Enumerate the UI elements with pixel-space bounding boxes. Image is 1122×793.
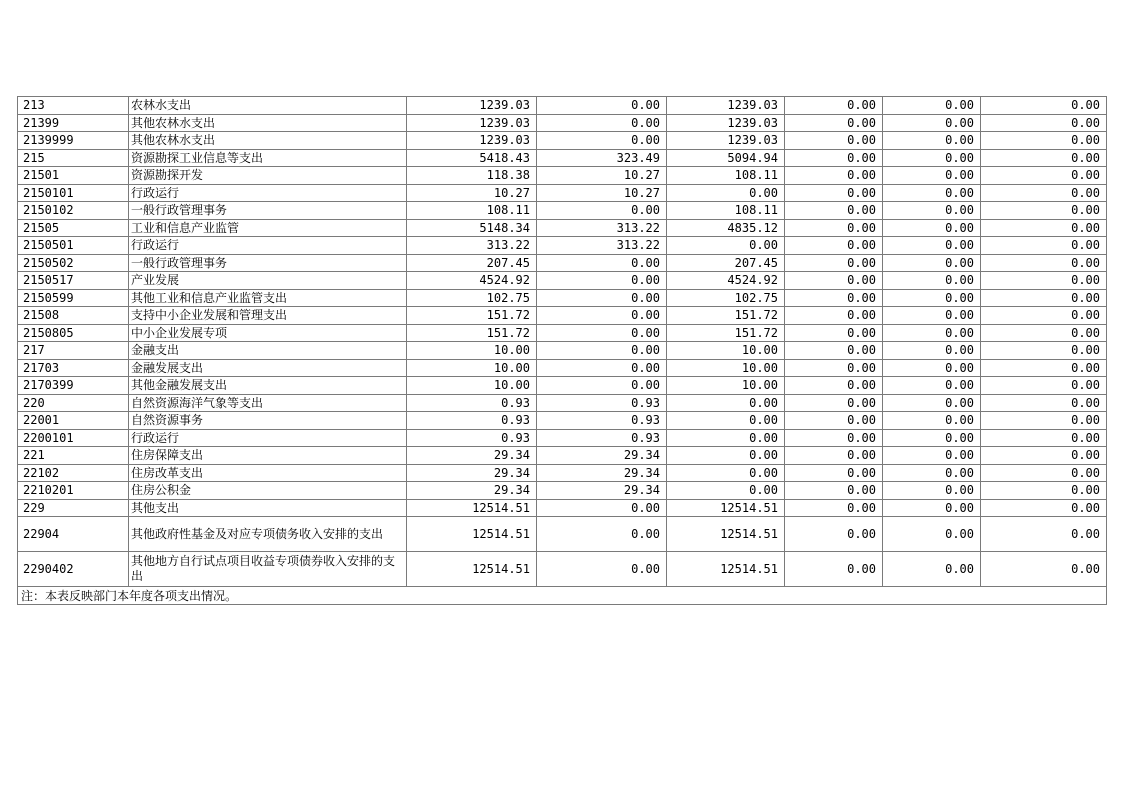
cell-amount-5: 0.00 bbox=[883, 149, 981, 167]
cell-function-name: 其他政府性基金及对应专项债务收入安排的支出 bbox=[129, 517, 407, 552]
cell-function-name: 一般行政管理事务 bbox=[129, 254, 407, 272]
cell-function-name: 行政运行 bbox=[129, 184, 407, 202]
table-note: 注：本表反映部门本年度各项支出情况。 bbox=[18, 587, 1107, 605]
cell-amount-1: 1239.03 bbox=[407, 132, 537, 150]
cell-amount-5: 0.00 bbox=[883, 97, 981, 115]
cell-amount-3: 0.00 bbox=[667, 184, 785, 202]
cell-function-name: 住房保障支出 bbox=[129, 447, 407, 465]
note-row bbox=[18, 587, 1107, 605]
cell-amount-3: 5094.94 bbox=[667, 149, 785, 167]
cell-amount-1: 29.34 bbox=[407, 482, 537, 500]
cell-amount-3: 0.00 bbox=[667, 482, 785, 500]
cell-amount-2: 0.00 bbox=[537, 342, 667, 360]
cell-amount-4: 0.00 bbox=[785, 324, 883, 342]
cell-amount-6: 0.00 bbox=[981, 289, 1107, 307]
cell-amount-3: 0.00 bbox=[667, 447, 785, 465]
cell-amount-5: 0.00 bbox=[883, 167, 981, 185]
cell-amount-5: 0.00 bbox=[883, 289, 981, 307]
cell-amount-4: 0.00 bbox=[785, 464, 883, 482]
cell-amount-4: 0.00 bbox=[785, 167, 883, 185]
cell-amount-3: 108.11 bbox=[667, 167, 785, 185]
cell-amount-1: 10.27 bbox=[407, 184, 537, 202]
cell-function-code: 217 bbox=[18, 342, 129, 360]
cell-amount-5: 0.00 bbox=[883, 272, 981, 290]
cell-amount-1: 0.93 bbox=[407, 394, 537, 412]
cell-amount-6: 0.00 bbox=[981, 412, 1107, 430]
cell-amount-1: 118.38 bbox=[407, 167, 537, 185]
cell-amount-2: 0.00 bbox=[537, 132, 667, 150]
cell-amount-4: 0.00 bbox=[785, 237, 883, 255]
cell-function-code: 22904 bbox=[18, 517, 129, 552]
cell-amount-6: 0.00 bbox=[981, 429, 1107, 447]
cell-amount-5: 0.00 bbox=[883, 184, 981, 202]
cell-amount-1: 10.00 bbox=[407, 359, 537, 377]
cell-amount-2: 0.00 bbox=[537, 552, 667, 587]
table-row bbox=[18, 184, 1107, 202]
cell-function-name: 其他农林水支出 bbox=[129, 114, 407, 132]
cell-amount-2: 0.00 bbox=[537, 307, 667, 325]
cell-amount-1: 4524.92 bbox=[407, 272, 537, 290]
cell-amount-3: 108.11 bbox=[667, 202, 785, 220]
cell-amount-6: 0.00 bbox=[981, 359, 1107, 377]
table-row bbox=[18, 499, 1107, 517]
cell-function-name: 行政运行 bbox=[129, 237, 407, 255]
cell-function-code: 21501 bbox=[18, 167, 129, 185]
cell-amount-2: 29.34 bbox=[537, 482, 667, 500]
expenditure-table bbox=[17, 96, 1107, 605]
cell-amount-4: 0.00 bbox=[785, 394, 883, 412]
cell-amount-2: 0.00 bbox=[537, 289, 667, 307]
cell-amount-3: 0.00 bbox=[667, 429, 785, 447]
cell-amount-3: 0.00 bbox=[667, 464, 785, 482]
cell-amount-6: 0.00 bbox=[981, 219, 1107, 237]
cell-function-code: 2150102 bbox=[18, 202, 129, 220]
table-row bbox=[18, 114, 1107, 132]
cell-function-code: 2200101 bbox=[18, 429, 129, 447]
cell-amount-2: 0.00 bbox=[537, 499, 667, 517]
cell-amount-4: 0.00 bbox=[785, 377, 883, 395]
cell-amount-2: 0.93 bbox=[537, 412, 667, 430]
cell-amount-4: 0.00 bbox=[785, 114, 883, 132]
cell-amount-2: 29.34 bbox=[537, 447, 667, 465]
cell-function-name: 农林水支出 bbox=[129, 97, 407, 115]
cell-function-code: 2170399 bbox=[18, 377, 129, 395]
cell-amount-3: 10.00 bbox=[667, 359, 785, 377]
cell-amount-1: 12514.51 bbox=[407, 552, 537, 587]
cell-amount-4: 0.00 bbox=[785, 219, 883, 237]
cell-amount-6: 0.00 bbox=[981, 114, 1107, 132]
cell-function-code: 215 bbox=[18, 149, 129, 167]
cell-amount-3: 207.45 bbox=[667, 254, 785, 272]
cell-function-name: 金融支出 bbox=[129, 342, 407, 360]
cell-amount-3: 12514.51 bbox=[667, 517, 785, 552]
cell-amount-1: 0.93 bbox=[407, 412, 537, 430]
cell-amount-5: 0.00 bbox=[883, 132, 981, 150]
cell-amount-3: 151.72 bbox=[667, 307, 785, 325]
cell-amount-3: 12514.51 bbox=[667, 552, 785, 587]
cell-amount-5: 0.00 bbox=[883, 482, 981, 500]
table-row bbox=[18, 324, 1107, 342]
cell-amount-5: 0.00 bbox=[883, 394, 981, 412]
cell-amount-1: 5418.43 bbox=[407, 149, 537, 167]
cell-function-name: 产业发展 bbox=[129, 272, 407, 290]
cell-amount-4: 0.00 bbox=[785, 342, 883, 360]
table-row bbox=[18, 272, 1107, 290]
cell-amount-3: 102.75 bbox=[667, 289, 785, 307]
cell-amount-6: 0.00 bbox=[981, 482, 1107, 500]
cell-amount-6: 0.00 bbox=[981, 202, 1107, 220]
cell-function-code: 2139999 bbox=[18, 132, 129, 150]
cell-amount-6: 0.00 bbox=[981, 517, 1107, 552]
cell-function-name: 住房改革支出 bbox=[129, 464, 407, 482]
cell-amount-4: 0.00 bbox=[785, 272, 883, 290]
cell-amount-1: 1239.03 bbox=[407, 114, 537, 132]
table-row bbox=[18, 359, 1107, 377]
cell-amount-1: 151.72 bbox=[407, 307, 537, 325]
cell-amount-6: 0.00 bbox=[981, 254, 1107, 272]
cell-amount-6: 0.00 bbox=[981, 377, 1107, 395]
cell-function-name: 中小企业发展专项 bbox=[129, 324, 407, 342]
table-row bbox=[18, 307, 1107, 325]
cell-function-code: 2150517 bbox=[18, 272, 129, 290]
cell-amount-1: 12514.51 bbox=[407, 517, 537, 552]
cell-function-code: 22001 bbox=[18, 412, 129, 430]
cell-amount-4: 0.00 bbox=[785, 552, 883, 587]
table-body bbox=[18, 97, 1107, 605]
cell-amount-3: 4524.92 bbox=[667, 272, 785, 290]
cell-function-name: 资源勘探工业信息等支出 bbox=[129, 149, 407, 167]
cell-amount-1: 29.34 bbox=[407, 464, 537, 482]
table-row bbox=[18, 412, 1107, 430]
table-row bbox=[18, 482, 1107, 500]
cell-amount-1: 207.45 bbox=[407, 254, 537, 272]
cell-amount-6: 0.00 bbox=[981, 237, 1107, 255]
cell-amount-4: 0.00 bbox=[785, 412, 883, 430]
cell-function-code: 2210201 bbox=[18, 482, 129, 500]
cell-amount-3: 1239.03 bbox=[667, 132, 785, 150]
cell-amount-2: 323.49 bbox=[537, 149, 667, 167]
cell-function-name: 自然资源海洋气象等支出 bbox=[129, 394, 407, 412]
cell-function-name: 其他支出 bbox=[129, 499, 407, 517]
cell-amount-4: 0.00 bbox=[785, 447, 883, 465]
cell-amount-4: 0.00 bbox=[785, 184, 883, 202]
cell-amount-1: 12514.51 bbox=[407, 499, 537, 517]
cell-function-code: 2150502 bbox=[18, 254, 129, 272]
cell-amount-6: 0.00 bbox=[981, 394, 1107, 412]
cell-function-code: 213 bbox=[18, 97, 129, 115]
cell-amount-1: 0.93 bbox=[407, 429, 537, 447]
cell-amount-4: 0.00 bbox=[785, 517, 883, 552]
table-row bbox=[18, 237, 1107, 255]
cell-amount-5: 0.00 bbox=[883, 464, 981, 482]
cell-amount-4: 0.00 bbox=[785, 289, 883, 307]
cell-amount-5: 0.00 bbox=[883, 552, 981, 587]
cell-function-code: 21399 bbox=[18, 114, 129, 132]
table-row bbox=[18, 447, 1107, 465]
cell-function-code: 2150805 bbox=[18, 324, 129, 342]
cell-amount-4: 0.00 bbox=[785, 149, 883, 167]
cell-amount-2: 29.34 bbox=[537, 464, 667, 482]
cell-amount-4: 0.00 bbox=[785, 307, 883, 325]
cell-amount-5: 0.00 bbox=[883, 342, 981, 360]
cell-amount-6: 0.00 bbox=[981, 342, 1107, 360]
cell-amount-2: 0.00 bbox=[537, 254, 667, 272]
table-row bbox=[18, 289, 1107, 307]
table-row bbox=[18, 149, 1107, 167]
table-row bbox=[18, 132, 1107, 150]
cell-amount-3: 0.00 bbox=[667, 237, 785, 255]
cell-function-name: 其他金融发展支出 bbox=[129, 377, 407, 395]
cell-function-name: 自然资源事务 bbox=[129, 412, 407, 430]
cell-amount-2: 0.93 bbox=[537, 429, 667, 447]
cell-function-code: 2290402 bbox=[18, 552, 129, 587]
cell-amount-2: 0.00 bbox=[537, 202, 667, 220]
cell-amount-3: 10.00 bbox=[667, 377, 785, 395]
table-row bbox=[18, 202, 1107, 220]
cell-amount-6: 0.00 bbox=[981, 307, 1107, 325]
table-row bbox=[18, 342, 1107, 360]
cell-amount-3: 1239.03 bbox=[667, 114, 785, 132]
cell-function-code: 2150501 bbox=[18, 237, 129, 255]
cell-function-name: 工业和信息产业监管 bbox=[129, 219, 407, 237]
cell-amount-1: 1239.03 bbox=[407, 97, 537, 115]
cell-amount-2: 0.00 bbox=[537, 324, 667, 342]
cell-function-name: 其他农林水支出 bbox=[129, 132, 407, 150]
cell-amount-4: 0.00 bbox=[785, 429, 883, 447]
cell-amount-3: 151.72 bbox=[667, 324, 785, 342]
cell-function-code: 221 bbox=[18, 447, 129, 465]
table-row bbox=[18, 219, 1107, 237]
cell-amount-5: 0.00 bbox=[883, 359, 981, 377]
table-row bbox=[18, 97, 1107, 115]
cell-amount-1: 10.00 bbox=[407, 342, 537, 360]
cell-amount-4: 0.00 bbox=[785, 482, 883, 500]
cell-amount-5: 0.00 bbox=[883, 429, 981, 447]
cell-amount-5: 0.00 bbox=[883, 499, 981, 517]
cell-amount-3: 0.00 bbox=[667, 394, 785, 412]
cell-amount-5: 0.00 bbox=[883, 307, 981, 325]
cell-amount-2: 0.00 bbox=[537, 377, 667, 395]
cell-amount-5: 0.00 bbox=[883, 447, 981, 465]
cell-amount-2: 0.00 bbox=[537, 97, 667, 115]
cell-amount-5: 0.00 bbox=[883, 202, 981, 220]
cell-amount-6: 0.00 bbox=[981, 97, 1107, 115]
cell-function-name: 金融发展支出 bbox=[129, 359, 407, 377]
table-row bbox=[18, 167, 1107, 185]
cell-amount-5: 0.00 bbox=[883, 237, 981, 255]
table-row bbox=[18, 552, 1107, 587]
cell-amount-6: 0.00 bbox=[981, 272, 1107, 290]
cell-amount-2: 313.22 bbox=[537, 219, 667, 237]
cell-amount-1: 108.11 bbox=[407, 202, 537, 220]
cell-amount-1: 5148.34 bbox=[407, 219, 537, 237]
cell-amount-6: 0.00 bbox=[981, 499, 1107, 517]
table-row bbox=[18, 394, 1107, 412]
cell-amount-5: 0.00 bbox=[883, 377, 981, 395]
cell-amount-6: 0.00 bbox=[981, 552, 1107, 587]
cell-amount-2: 0.00 bbox=[537, 114, 667, 132]
cell-function-name: 一般行政管理事务 bbox=[129, 202, 407, 220]
cell-function-code: 2150101 bbox=[18, 184, 129, 202]
cell-function-name: 资源勘探开发 bbox=[129, 167, 407, 185]
cell-amount-6: 0.00 bbox=[981, 447, 1107, 465]
cell-amount-2: 313.22 bbox=[537, 237, 667, 255]
cell-amount-4: 0.00 bbox=[785, 499, 883, 517]
cell-amount-5: 0.00 bbox=[883, 517, 981, 552]
cell-amount-5: 0.00 bbox=[883, 254, 981, 272]
cell-function-name: 支持中小企业发展和管理支出 bbox=[129, 307, 407, 325]
cell-amount-6: 0.00 bbox=[981, 167, 1107, 185]
cell-amount-2: 0.00 bbox=[537, 517, 667, 552]
cell-amount-5: 0.00 bbox=[883, 412, 981, 430]
cell-amount-2: 10.27 bbox=[537, 167, 667, 185]
cell-amount-2: 0.93 bbox=[537, 394, 667, 412]
cell-amount-3: 10.00 bbox=[667, 342, 785, 360]
table-row bbox=[18, 517, 1107, 552]
cell-amount-1: 29.34 bbox=[407, 447, 537, 465]
cell-amount-3: 0.00 bbox=[667, 412, 785, 430]
cell-amount-4: 0.00 bbox=[785, 359, 883, 377]
cell-amount-1: 102.75 bbox=[407, 289, 537, 307]
cell-amount-5: 0.00 bbox=[883, 219, 981, 237]
cell-function-code: 21508 bbox=[18, 307, 129, 325]
cell-function-code: 21703 bbox=[18, 359, 129, 377]
cell-amount-3: 4835.12 bbox=[667, 219, 785, 237]
cell-amount-4: 0.00 bbox=[785, 97, 883, 115]
cell-amount-3: 1239.03 bbox=[667, 97, 785, 115]
cell-amount-6: 0.00 bbox=[981, 132, 1107, 150]
cell-amount-2: 0.00 bbox=[537, 272, 667, 290]
cell-amount-2: 10.27 bbox=[537, 184, 667, 202]
cell-function-code: 2150599 bbox=[18, 289, 129, 307]
cell-amount-6: 0.00 bbox=[981, 464, 1107, 482]
cell-amount-4: 0.00 bbox=[785, 132, 883, 150]
cell-function-code: 220 bbox=[18, 394, 129, 412]
cell-function-code: 229 bbox=[18, 499, 129, 517]
cell-amount-6: 0.00 bbox=[981, 149, 1107, 167]
cell-amount-1: 313.22 bbox=[407, 237, 537, 255]
table-row bbox=[18, 464, 1107, 482]
cell-amount-1: 151.72 bbox=[407, 324, 537, 342]
cell-function-code: 21505 bbox=[18, 219, 129, 237]
cell-function-name: 行政运行 bbox=[129, 429, 407, 447]
table-row bbox=[18, 377, 1107, 395]
cell-amount-1: 10.00 bbox=[407, 377, 537, 395]
cell-function-code: 22102 bbox=[18, 464, 129, 482]
cell-amount-6: 0.00 bbox=[981, 184, 1107, 202]
cell-amount-5: 0.00 bbox=[883, 114, 981, 132]
cell-function-name: 其他工业和信息产业监管支出 bbox=[129, 289, 407, 307]
table-row bbox=[18, 254, 1107, 272]
cell-amount-2: 0.00 bbox=[537, 359, 667, 377]
cell-function-name: 住房公积金 bbox=[129, 482, 407, 500]
cell-amount-4: 0.00 bbox=[785, 202, 883, 220]
cell-function-name: 其他地方自行试点项目收益专项债券收入安排的支出 bbox=[129, 552, 407, 587]
cell-amount-3: 12514.51 bbox=[667, 499, 785, 517]
cell-amount-6: 0.00 bbox=[981, 324, 1107, 342]
cell-amount-5: 0.00 bbox=[883, 324, 981, 342]
cell-amount-4: 0.00 bbox=[785, 254, 883, 272]
table-row bbox=[18, 429, 1107, 447]
